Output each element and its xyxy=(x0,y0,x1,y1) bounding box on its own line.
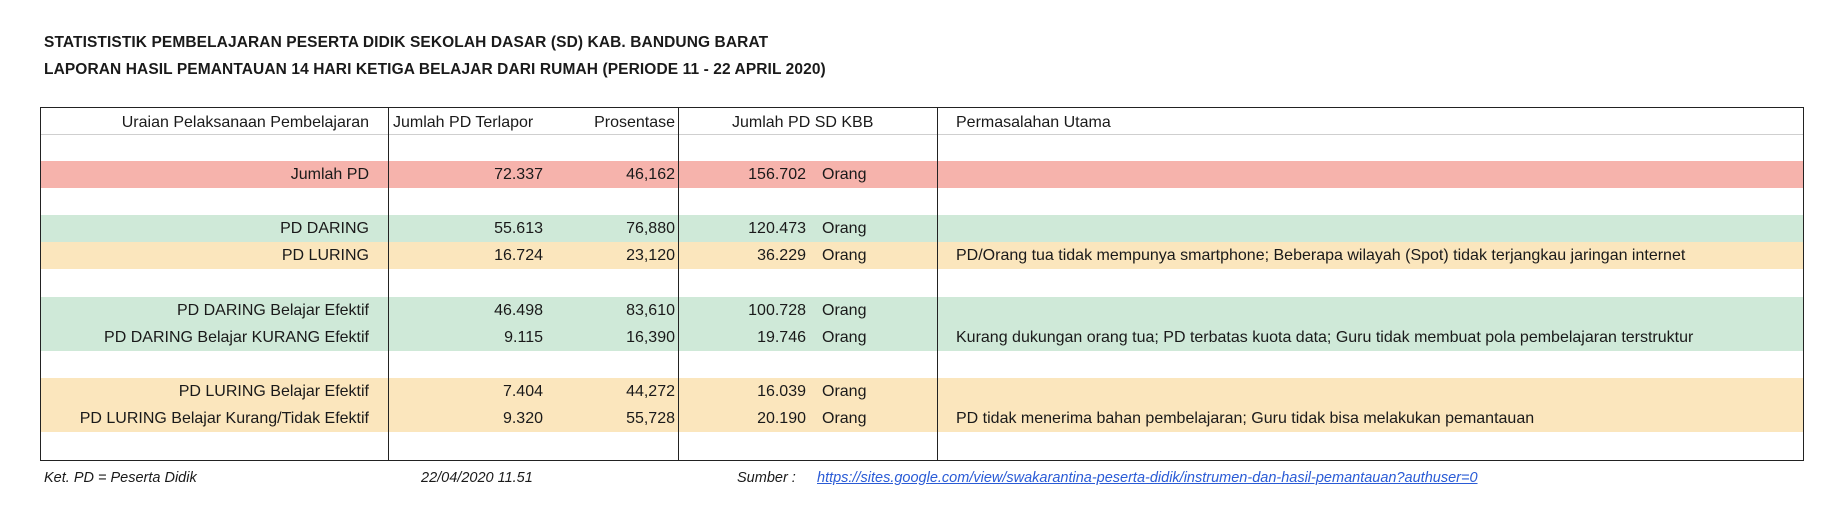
row-label: PD DARING Belajar Efektif xyxy=(176,302,369,319)
row-reported: 46.498 xyxy=(494,302,543,319)
row-label: PD DARING Belajar KURANG Efektif xyxy=(104,329,369,346)
row-percent: 76,880 xyxy=(626,220,675,237)
row-percent: 55,728 xyxy=(626,410,675,427)
row-reported: 55.613 xyxy=(494,220,543,237)
report-title: STATISTISTIK PEMBELAJARAN PESERTA DIDIK SEKOLAH DASAR (SD) KAB. BANDUNG BARAT xyxy=(44,34,769,51)
table-row xyxy=(41,215,1803,242)
row-total: 20.190 xyxy=(757,410,806,427)
row-total: 100.728 xyxy=(748,302,806,319)
row-issue: Kurang dukungan orang tua; PD terbatas kuota data; Guru tidak membuat pola pembelajaran terstruktur xyxy=(956,329,1694,346)
row-percent: 23,120 xyxy=(626,247,675,264)
row-percent: 16,390 xyxy=(626,329,675,346)
row-total: 19.746 xyxy=(757,329,806,346)
source-link[interactable]: https://sites.google.com/view/swakarantina-peserta-didik/instrumen-dan-hasil-pemantauan?authuser=0 xyxy=(817,470,1478,486)
row-percent: 83,610 xyxy=(626,302,675,319)
row-unit: Orang xyxy=(822,329,867,346)
column-divider xyxy=(678,108,679,460)
row-unit: Orang xyxy=(822,247,867,264)
row-unit: Orang xyxy=(822,302,867,319)
row-total: 16.039 xyxy=(757,383,806,400)
row-total: 36.229 xyxy=(757,247,806,264)
footer-timestamp: 22/04/2020 11.51 xyxy=(421,470,533,486)
row-percent: 44,272 xyxy=(626,383,675,400)
row-reported: 72.337 xyxy=(494,166,543,183)
row-label: PD LURING Belajar Kurang/Tidak Efektif xyxy=(79,410,369,427)
header-divider xyxy=(41,134,1803,135)
table-row xyxy=(41,324,1803,351)
table-row xyxy=(41,297,1803,324)
row-reported: 9.115 xyxy=(504,329,543,346)
table-row xyxy=(41,161,1803,188)
row-total: 156.702 xyxy=(748,166,806,183)
row-label: PD LURING xyxy=(281,247,369,264)
row-unit: Orang xyxy=(822,166,867,183)
row-unit: Orang xyxy=(822,383,867,400)
footer-note: Ket. PD = Peserta Didik xyxy=(44,470,197,486)
column-divider xyxy=(937,108,938,460)
row-reported: 7.404 xyxy=(502,383,543,400)
row-reported: 9.320 xyxy=(502,410,543,427)
row-reported: 16.724 xyxy=(494,247,543,264)
footer-source-label: Sumber : xyxy=(737,470,796,486)
row-percent: 46,162 xyxy=(626,166,675,183)
row-label: PD LURING Belajar Efektif xyxy=(178,383,369,400)
column-divider xyxy=(388,108,389,460)
report-subtitle: LAPORAN HASIL PEMANTAUAN 14 HARI KETIGA BELAJAR DARI RUMAH (PERIODE 11 - 22 APRIL 2020) xyxy=(44,61,826,78)
table-row xyxy=(41,242,1803,269)
header-total: Jumlah PD SD KBB xyxy=(732,114,874,131)
header-reported: Jumlah PD Terlapor xyxy=(393,114,534,131)
table-row xyxy=(41,405,1803,432)
row-unit: Orang xyxy=(822,410,867,427)
row-unit: Orang xyxy=(822,220,867,237)
statistics-table xyxy=(40,107,1804,461)
header-percent: Prosentase xyxy=(594,114,675,131)
row-label: Jumlah PD xyxy=(290,166,369,183)
row-issue: PD/Orang tua tidak mempunya smartphone; Beberapa wilayah (Spot) tidak terjangkau jaringan internet xyxy=(956,247,1686,264)
table-row xyxy=(41,378,1803,405)
header-issue: Permasalahan Utama xyxy=(956,114,1111,131)
row-total: 120.473 xyxy=(748,220,806,237)
header-label: Uraian Pelaksanaan Pembelajaran xyxy=(121,114,369,131)
row-issue: PD tidak menerima bahan pembelajaran; Guru tidak bisa melakukan pemantauan xyxy=(956,410,1535,427)
row-label: PD DARING xyxy=(280,220,369,237)
